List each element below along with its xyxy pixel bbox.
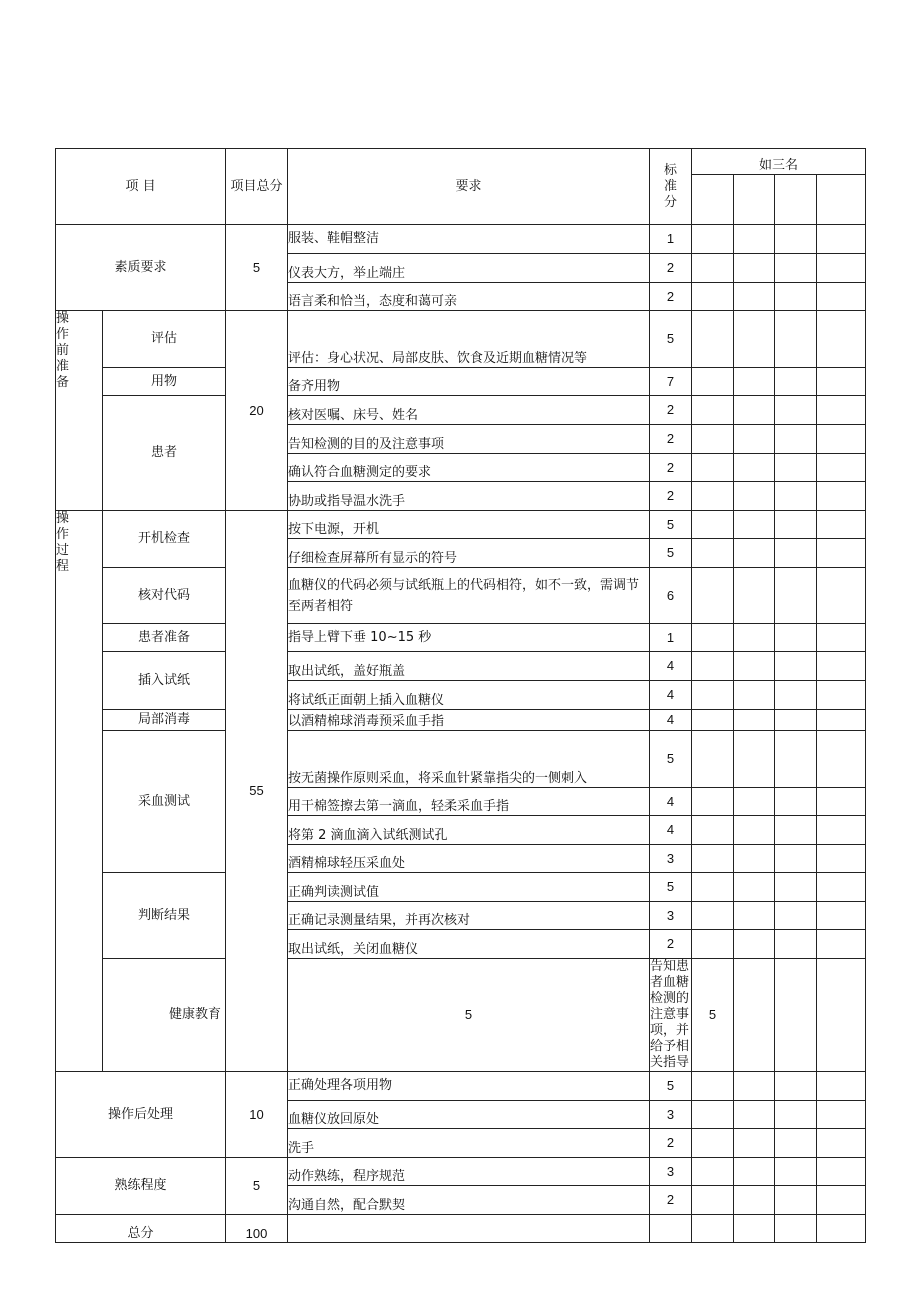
judge-score[interactable] xyxy=(734,902,775,930)
requirement-cell: 酒精棉球轻压采血处 xyxy=(288,845,650,873)
requirement-cell: 沟通自然，配合默契 xyxy=(288,1186,650,1215)
judge-score[interactable] xyxy=(775,1215,817,1243)
judge-score[interactable] xyxy=(734,482,775,511)
judge-score[interactable] xyxy=(817,425,866,454)
requirement-cell: 将第 2 滴血滴入试纸测试孔 xyxy=(288,816,650,845)
section-quality: 素质要求 xyxy=(56,225,226,311)
score-cell: 2 xyxy=(650,425,692,454)
requirement-cell: 取出试纸，盖好瓶盖 xyxy=(288,652,650,681)
section-process: 操 作 过 程 xyxy=(56,511,103,1072)
section-education: 健康教育 xyxy=(103,959,288,1072)
judge-score[interactable] xyxy=(817,454,866,482)
judge-score[interactable] xyxy=(775,731,817,788)
judge-score[interactable] xyxy=(775,624,817,652)
judge-score[interactable] xyxy=(775,568,817,624)
judge-score[interactable] xyxy=(817,511,866,539)
judge-score[interactable] xyxy=(734,396,775,425)
judge-score[interactable] xyxy=(734,283,775,311)
requirement-cell: 正确判读测试值 xyxy=(288,873,650,902)
judge-score[interactable] xyxy=(775,225,817,254)
subsection-supplies: 用物 xyxy=(103,368,226,396)
judge-score[interactable] xyxy=(692,845,734,873)
section-after-total: 10 xyxy=(226,1072,288,1158)
requirement-cell: 评估：身心状况、局部皮肤、饮食及近期血糖情况等 xyxy=(288,311,650,368)
judge-score[interactable] xyxy=(692,1072,734,1101)
judge-score[interactable] xyxy=(775,959,817,1072)
judge-score[interactable] xyxy=(734,788,775,816)
judge-score[interactable] xyxy=(692,1186,734,1215)
score-cell: 5 xyxy=(650,1072,692,1101)
requirement-cell: 洗手 xyxy=(288,1129,650,1158)
judge-score[interactable] xyxy=(692,1129,734,1158)
judge-col-4[interactable] xyxy=(817,175,866,225)
score-cell: 1 xyxy=(650,624,692,652)
score-cell: 5 xyxy=(650,873,692,902)
judge-score[interactable] xyxy=(692,930,734,959)
judge-score[interactable] xyxy=(775,454,817,482)
judge-score[interactable] xyxy=(775,1072,817,1101)
requirement-cell: 以酒精棉球消毒预采血手指 xyxy=(288,710,650,731)
judge-score[interactable] xyxy=(817,1129,866,1158)
judge-score[interactable] xyxy=(817,902,866,930)
judge-score[interactable] xyxy=(692,624,734,652)
score-cell: 2 xyxy=(650,396,692,425)
requirement-cell: 协助或指导温水洗手 xyxy=(288,482,650,511)
judge-score[interactable] xyxy=(775,511,817,539)
header-standard-score: 标 准 分 xyxy=(650,149,692,225)
subsection-disinfect: 局部消毒 xyxy=(103,710,226,731)
judge-score[interactable] xyxy=(692,1158,734,1186)
section-process-total: 55 xyxy=(226,511,288,1072)
judge-score[interactable] xyxy=(734,539,775,568)
score-cell: 6 xyxy=(650,568,692,624)
judge-score[interactable] xyxy=(817,710,866,731)
judge-score[interactable] xyxy=(734,681,775,710)
score-cell: 2 xyxy=(650,482,692,511)
requirement-cell: 正确处理各项用物 xyxy=(288,1072,650,1101)
score-cell: 1 xyxy=(650,225,692,254)
section-after: 操作后处理 xyxy=(56,1072,226,1158)
judge-score[interactable] xyxy=(734,1101,775,1129)
judge-score[interactable] xyxy=(734,731,775,788)
judge-score[interactable] xyxy=(775,283,817,311)
judge-score[interactable] xyxy=(692,396,734,425)
requirement-cell: 按无菌操作原则采血，将采血针紧靠指尖的一侧刺入 xyxy=(288,731,650,788)
judge-score[interactable] xyxy=(692,311,734,368)
judge-col-3[interactable] xyxy=(775,175,817,225)
score-cell: 4 xyxy=(650,788,692,816)
judge-score[interactable] xyxy=(817,1072,866,1101)
judge-score[interactable] xyxy=(775,902,817,930)
score-cell: 5 xyxy=(692,959,734,1072)
subsection-insert: 插入试纸 xyxy=(103,652,226,710)
judge-score[interactable] xyxy=(817,788,866,816)
judge-score[interactable] xyxy=(775,396,817,425)
judge-score[interactable] xyxy=(692,902,734,930)
score-cell: 7 xyxy=(650,368,692,396)
score-cell: 4 xyxy=(650,681,692,710)
judge-score[interactable] xyxy=(734,652,775,681)
requirement-cell: 按下电源，开机 xyxy=(288,511,650,539)
judge-score[interactable] xyxy=(734,1215,775,1243)
requirement-cell: 备齐用物 xyxy=(288,368,650,396)
judge-score[interactable] xyxy=(734,454,775,482)
judge-score[interactable] xyxy=(692,368,734,396)
judge-score[interactable] xyxy=(734,368,775,396)
judge-score[interactable] xyxy=(692,1215,734,1243)
subsection-patient: 患者 xyxy=(103,396,226,511)
subsection-boot: 开机检查 xyxy=(103,511,226,568)
subsection-sample: 采血测试 xyxy=(103,731,226,873)
judge-score[interactable] xyxy=(734,959,775,1072)
judge-score[interactable] xyxy=(817,1101,866,1129)
judge-score[interactable] xyxy=(734,710,775,731)
judge-score[interactable] xyxy=(775,873,817,902)
judge-score[interactable] xyxy=(775,368,817,396)
judge-score[interactable] xyxy=(692,482,734,511)
judge-score[interactable] xyxy=(775,1101,817,1129)
judge-score[interactable] xyxy=(692,1101,734,1129)
judge-score[interactable] xyxy=(775,539,817,568)
judge-score[interactable] xyxy=(817,539,866,568)
judge-score[interactable] xyxy=(692,225,734,254)
requirement-cell: 仔细检查屏幕所有显示的符号 xyxy=(288,539,650,568)
judge-score[interactable] xyxy=(775,930,817,959)
judge-score[interactable] xyxy=(817,368,866,396)
judge-score[interactable] xyxy=(692,454,734,482)
judge-score[interactable] xyxy=(817,311,866,368)
judge-score[interactable] xyxy=(692,254,734,283)
judge-score[interactable] xyxy=(817,1215,866,1243)
score-cell: 3 xyxy=(650,902,692,930)
score-cell: 2 xyxy=(650,1186,692,1215)
header-item: 项 目 xyxy=(56,149,226,225)
judge-score[interactable] xyxy=(734,511,775,539)
judge-score[interactable] xyxy=(817,930,866,959)
judge-score[interactable] xyxy=(817,1158,866,1186)
judge-score[interactable] xyxy=(817,283,866,311)
subsection-code: 核对代码 xyxy=(103,568,226,624)
score-cell: 3 xyxy=(650,1158,692,1186)
judge-score[interactable] xyxy=(734,1158,775,1186)
section-sum: 总分 xyxy=(56,1215,226,1243)
judge-score[interactable] xyxy=(734,845,775,873)
score-cell: 4 xyxy=(650,710,692,731)
judge-score[interactable] xyxy=(692,788,734,816)
judge-score[interactable] xyxy=(775,681,817,710)
judge-col-1[interactable] xyxy=(692,175,734,225)
section-quality-total: 5 xyxy=(226,225,288,311)
judge-score[interactable] xyxy=(692,539,734,568)
score-cell: 2 xyxy=(650,1129,692,1158)
score-cell: 2 xyxy=(650,454,692,482)
judge-score[interactable] xyxy=(734,1186,775,1215)
subsection-judge: 判断结果 xyxy=(103,873,226,959)
judge-score[interactable] xyxy=(692,425,734,454)
judge-score[interactable] xyxy=(734,873,775,902)
section-education-total: 5 xyxy=(288,959,650,1072)
judge-score[interactable] xyxy=(692,816,734,845)
subsection-patient-prep: 患者准备 xyxy=(103,624,226,652)
judge-score[interactable] xyxy=(817,731,866,788)
judge-score[interactable] xyxy=(734,425,775,454)
judge-score[interactable] xyxy=(775,816,817,845)
judge-score[interactable] xyxy=(817,959,866,1072)
header-requirement: 要求 xyxy=(288,149,650,225)
judge-score[interactable] xyxy=(775,254,817,283)
scoring-table xyxy=(55,148,866,1243)
judge-score[interactable] xyxy=(692,681,734,710)
score-cell: 3 xyxy=(650,845,692,873)
sum-requirement-cell[interactable] xyxy=(288,1215,650,1243)
section-proficiency-total: 5 xyxy=(226,1158,288,1215)
section-proficiency: 熟练程度 xyxy=(56,1158,226,1215)
requirement-cell: 语言柔和恰当，态度和蔼可亲 xyxy=(288,283,650,311)
judge-score[interactable] xyxy=(775,1158,817,1186)
judge-score[interactable] xyxy=(817,482,866,511)
score-cell: 3 xyxy=(650,1101,692,1129)
judge-score[interactable] xyxy=(817,873,866,902)
judge-score[interactable] xyxy=(734,254,775,283)
judge-score[interactable] xyxy=(734,568,775,624)
score-cell: 5 xyxy=(650,539,692,568)
judge-score[interactable] xyxy=(817,568,866,624)
judge-score[interactable] xyxy=(775,710,817,731)
sum-score-cell[interactable] xyxy=(650,1215,692,1243)
section-prep: 操 作 前 准 备 xyxy=(56,311,103,511)
judge-score[interactable] xyxy=(817,816,866,845)
judge-score[interactable] xyxy=(734,1129,775,1158)
judge-score[interactable] xyxy=(817,1186,866,1215)
judge-score[interactable] xyxy=(775,845,817,873)
requirement-cell: 取出试纸，关闭血糖仪 xyxy=(288,930,650,959)
score-cell: 4 xyxy=(650,652,692,681)
judge-score[interactable] xyxy=(734,311,775,368)
judge-score[interactable] xyxy=(817,624,866,652)
requirement-cell: 血糖仪的代码必须与试纸瓶上的代码相符，如不一致，需调节至两者相符 xyxy=(288,568,650,624)
section-sum-total: 100 xyxy=(226,1215,288,1243)
score-cell: 4 xyxy=(650,816,692,845)
requirement-cell: 正确记录测量结果，并再次核对 xyxy=(288,902,650,930)
requirement-cell: 仪表大方，举止端庄 xyxy=(288,254,650,283)
judge-score[interactable] xyxy=(734,225,775,254)
requirement-cell: 告知患者血糖检测的注意事项，并给予相关指导 xyxy=(650,959,692,1072)
requirement-cell: 核对医嘱、床号、姓名 xyxy=(288,396,650,425)
judge-score[interactable] xyxy=(692,731,734,788)
judge-score[interactable] xyxy=(775,1186,817,1215)
requirement-cell: 指导上臂下垂 10~15 秒 xyxy=(288,624,650,652)
judge-score[interactable] xyxy=(817,396,866,425)
judge-score[interactable] xyxy=(734,624,775,652)
judge-score[interactable] xyxy=(817,845,866,873)
judge-score[interactable] xyxy=(734,816,775,845)
subsection-assess: 评估 xyxy=(103,311,226,368)
judge-score[interactable] xyxy=(692,511,734,539)
judge-score[interactable] xyxy=(775,652,817,681)
section-prep-total: 20 xyxy=(226,311,288,511)
judge-score[interactable] xyxy=(775,1129,817,1158)
judge-score[interactable] xyxy=(734,1072,775,1101)
judge-score[interactable] xyxy=(775,425,817,454)
judge-score[interactable] xyxy=(692,710,734,731)
judge-score[interactable] xyxy=(692,873,734,902)
judge-score[interactable] xyxy=(775,311,817,368)
header-item-total: 项目总分 xyxy=(226,149,288,225)
judge-score[interactable] xyxy=(734,930,775,959)
requirement-cell: 用干棉签擦去第一滴血，轻柔采血手指 xyxy=(288,788,650,816)
judge-score[interactable] xyxy=(775,482,817,511)
requirement-cell: 血糖仪放回原处 xyxy=(288,1101,650,1129)
score-cell: 5 xyxy=(650,511,692,539)
judge-score[interactable] xyxy=(775,788,817,816)
judge-score[interactable] xyxy=(817,254,866,283)
requirement-cell: 服装、鞋帽整洁 xyxy=(288,225,650,254)
judge-score[interactable] xyxy=(692,283,734,311)
requirement-cell: 动作熟练，程序规范 xyxy=(288,1158,650,1186)
score-cell: 5 xyxy=(650,731,692,788)
requirement-cell: 确认符合血糖测定的要求 xyxy=(288,454,650,482)
header-judges: 如三名 xyxy=(692,149,866,175)
judge-col-2[interactable] xyxy=(734,175,775,225)
score-cell: 2 xyxy=(650,930,692,959)
judge-score[interactable] xyxy=(692,652,734,681)
judge-score[interactable] xyxy=(817,681,866,710)
judge-score[interactable] xyxy=(817,225,866,254)
requirement-cell: 告知检测的目的及注意事项 xyxy=(288,425,650,454)
judge-score[interactable] xyxy=(817,652,866,681)
judge-score[interactable] xyxy=(692,568,734,624)
score-cell: 2 xyxy=(650,283,692,311)
score-cell: 2 xyxy=(650,254,692,283)
score-cell: 5 xyxy=(650,311,692,368)
requirement-cell: 将试纸正面朝上插入血糖仪 xyxy=(288,681,650,710)
